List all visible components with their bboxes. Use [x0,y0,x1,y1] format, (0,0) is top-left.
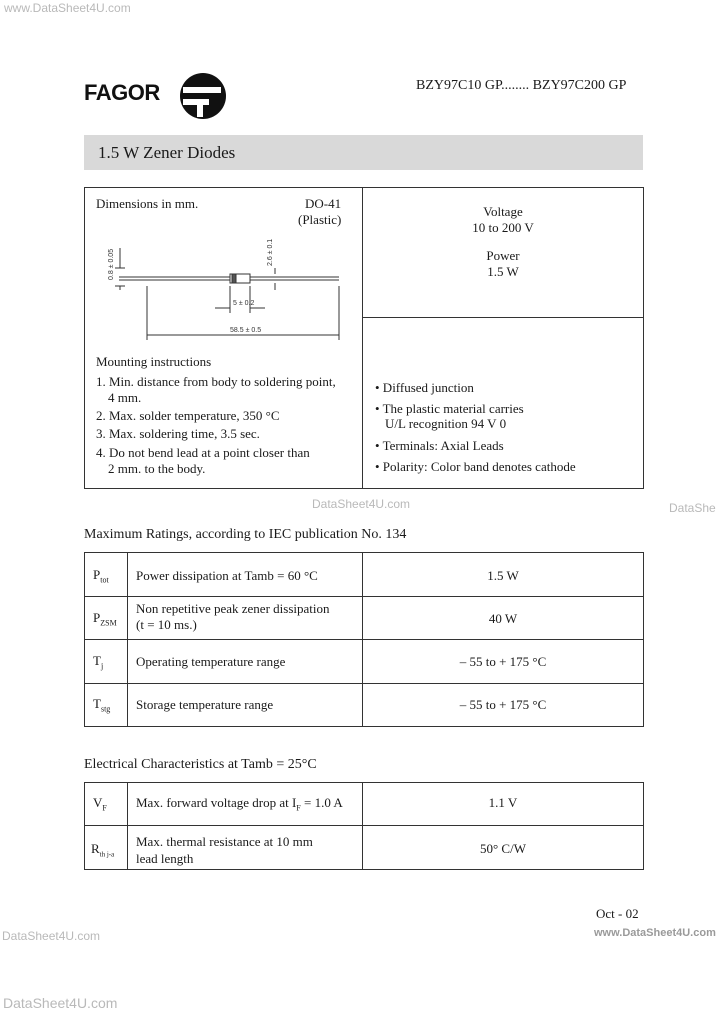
table-row-symbol: $P_{ZSM}$ [93,610,117,628]
table-row-description: Non repetitive peak zener dissipation [136,601,330,616]
table-row-symbol: $T_j$ [93,653,104,671]
fagor-logo-icon [179,72,227,120]
package-material: (Plastic) [298,212,342,227]
table-divider [85,683,643,684]
table-row-value: – 55 to + 175 °C [459,654,547,669]
table-row-symbol: $P_{tot}$ [93,567,109,585]
table-row-description: Power dissipation at Tamb = 60 °C [136,568,318,583]
mounting-line: 4. Do not bend lead at a point closer than [96,445,310,460]
mounting-line: 4 mm. [108,390,142,405]
watermark-right: DataShe [669,501,716,515]
watermark-bottom-left-1: DataSheet4U.com [2,929,101,943]
title-bar [84,135,643,170]
feature-item: • The plastic material carries [375,401,524,416]
table-row-symbol: $T_{stg}$ [93,696,111,714]
table-row-symbol: $R_{th j-a}$ [91,841,115,859]
max-ratings-heading: Maximum Ratings, according to IEC publication No. 134 [84,527,407,542]
divider [363,317,643,318]
table-divider [85,825,643,826]
table-row-symbol: $V_F$ [93,795,107,813]
do41-dimension-drawing [95,228,360,346]
table-row-value: 50° C/W [479,841,526,856]
table-row-value: – 55 to + 175 °C [459,697,547,712]
body-length-label: 5 ± 0.2 [233,300,255,307]
table-row-value: 1.5 W [487,568,519,583]
watermark-bottom-left-2: DataSheet4U.com [3,995,118,1011]
mounting-line: 1. Min. distance from body to soldering point, [96,374,336,389]
page-title: 1.5 W Zener Diodes [98,143,236,162]
fagor-logo-text: FAGOR [84,80,160,105]
watermark-top: www.DataSheet4U.com [4,1,131,15]
table-row-description-2: lead length [136,851,194,866]
table-divider [127,783,128,869]
table-divider [85,639,643,640]
body-diameter-label: 2.6 ± 0.1 [267,238,274,266]
feature-item: U/L recognition 94 V 0 [385,416,507,431]
watermark-middle: DataSheet4U.com [312,497,411,511]
table-row-description-2: (t = 10 ms.) [136,617,197,632]
power-value: 1.5 W [487,264,519,279]
voltage-value: 10 to 200 V [472,220,534,235]
feature-item: • Polarity: Color band denotes cathode [375,459,576,474]
table-row-description: Operating temperature range [136,654,286,669]
elec-chars-heading: Electrical Characteristics at Tamb = 25°C [84,757,317,772]
mounting-line: 2. Max. solder temperature, 350 °C [96,408,280,423]
watermark-bottom-right: www.DataSheet4U.com [594,927,716,939]
dimensions-label: Dimensions in mm. [96,196,199,211]
mounting-line: 3. Max. soldering time, 3.5 sec. [96,426,260,441]
mounting-line: 2 mm. to the body. [108,461,206,476]
feature-item: • Terminals: Axial Leads [375,438,504,453]
lead-diameter-label: 0.8 ± 0.05 [108,248,115,280]
revision-date: Oct - 02 [596,906,639,921]
mounting-title: Mounting instructions [96,354,212,369]
part-number-range: BZY97C10 GP........ BZY97C200 GP [416,78,627,93]
table-divider [85,596,643,597]
table-row-description: Max. forward voltage drop at $I_F = 1.0$ A [136,795,343,813]
power-label: Power [486,248,520,263]
total-length-label: 58.5 ± 0.5 [230,327,262,334]
voltage-label: Voltage [483,204,523,219]
table-row-value: 40 W [488,611,518,626]
package-name: DO-41 [305,196,342,211]
table-row-value: 1.1 V [488,795,518,810]
feature-item: • Diffused junction [375,380,474,395]
table-row-description: Storage temperature range [136,697,274,712]
table-row-description: Max. thermal resistance at 10 mm [136,834,313,849]
